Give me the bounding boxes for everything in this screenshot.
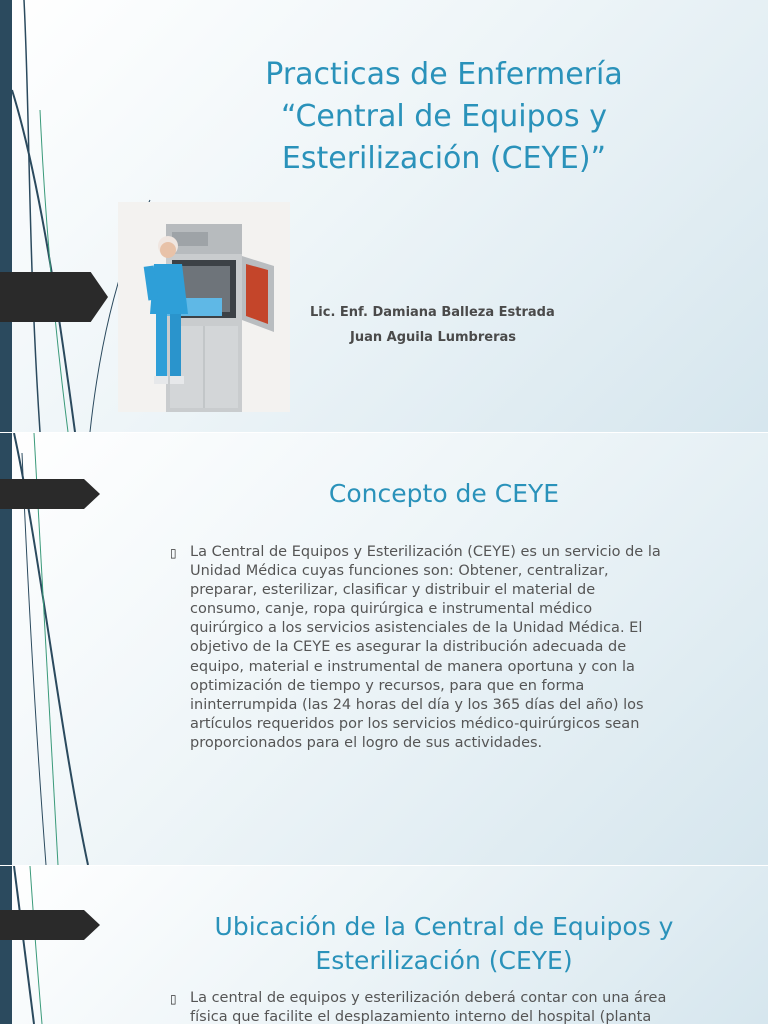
- slide-2: [0, 433, 768, 865]
- author-line-2: Juan Aguila Lumbreras: [350, 330, 517, 345]
- title-line-2: “Central de Equipos y: [281, 99, 607, 134]
- paragraph-line: La central de equipos y esterilización deberá contar con una área: [190, 990, 667, 1006]
- paragraph-line: artículos requeridos por los servicios médico-quirúrgicos sean: [190, 715, 640, 732]
- paragraph-line: objetivo de la CEYE es asegurar la distribución adecuada de: [190, 639, 627, 656]
- paragraph-line: preparar, esterilizar, clasificar y distribuir el material de: [190, 582, 596, 599]
- paragraph-line: La Central de Equipos y Esterilización (CEYE) es un servicio de la: [190, 544, 661, 560]
- title-line-2: Esterilización (CEYE): [315, 946, 573, 975]
- slide-1-title: [120, 54, 768, 180]
- paragraph-line: optimización de tiempo y recursos, para que en forma: [190, 677, 585, 694]
- title-line-3: Esterilización (CEYE)”: [281, 141, 607, 176]
- title-line-1: Practicas de Enfermería: [265, 57, 623, 92]
- slide-3: [0, 866, 768, 1024]
- paragraph-line: equipo, material e instrumental de manera oportuna y con la: [190, 658, 635, 675]
- paragraph-line: física que facilite el desplazamiento interno del hospital (planta: [190, 1009, 652, 1024]
- slide-arrow-marker: [0, 272, 108, 322]
- slide-3-title: [120, 910, 768, 978]
- slide-1: [0, 0, 768, 432]
- paragraph-line: quirúrgico a los servicios asistenciales de la Unidad Médica. El: [190, 620, 643, 637]
- paragraph-line: Unidad Médica cuyas funciones son: Obtener, centralizar,: [190, 563, 609, 580]
- author-line-1: Lic. Enf. Damiana Balleza Estrada: [310, 305, 555, 320]
- paragraph-line: ininterrumpida (las 24 horas del día y los 365 días del año) los: [190, 696, 644, 713]
- slide-accent-bar: [0, 866, 12, 1024]
- slide-2-title: Concepto de CEYE: [328, 479, 560, 508]
- bullet-marker: ▯: [170, 992, 177, 1006]
- slide-arrow-marker: [0, 910, 100, 940]
- paragraph-line: proporcionados para el logro de sus actividades.: [190, 734, 543, 751]
- sterilizer-photo: [118, 202, 290, 412]
- slide-accent-bar: [0, 0, 12, 432]
- title-line-1: Ubicación de la Central de Equipos y: [214, 912, 674, 941]
- concept-paragraph: [190, 543, 730, 753]
- slide-arrow-marker: [0, 479, 100, 509]
- location-paragraph: [190, 989, 730, 1024]
- bullet-marker: ▯: [170, 546, 177, 560]
- paragraph-line: consumo, canje, ropa quirúrgica e instrumental médico: [190, 601, 593, 618]
